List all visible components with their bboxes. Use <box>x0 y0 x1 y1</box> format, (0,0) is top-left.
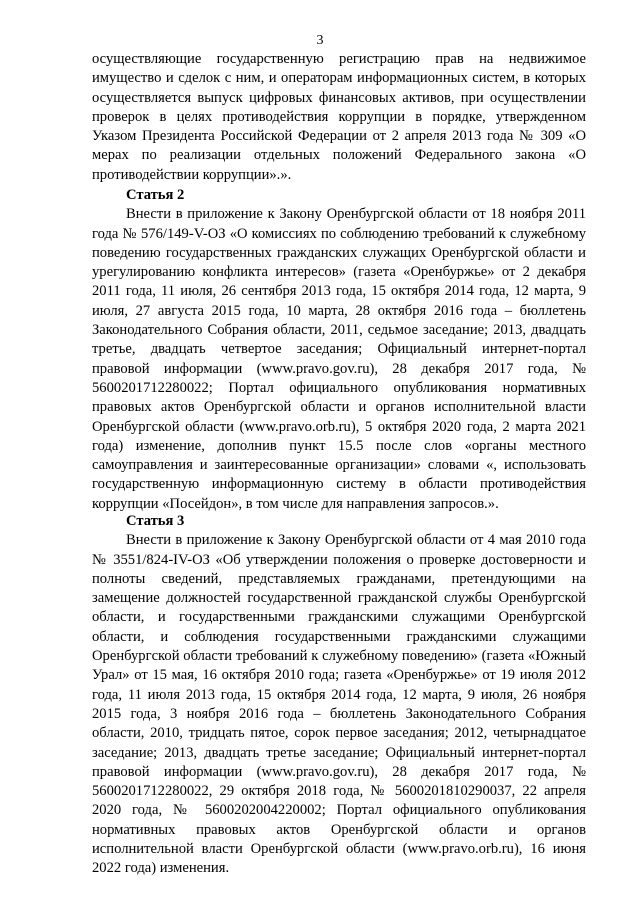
page-number: 3 <box>316 33 324 48</box>
continuation-text: осуществляющие государственную регистрацию прав на недвижимое имущество и сделок с ним, и операторам информационных систем, в которых осуществляется выпуск цифровых финансовых активов, при осуществлении проверок в целях противодействия коррупции в порядке, утвержденном Указом Президента Российской Федерации от 2 апреля 2013 года № 309 «О мерах по реализации отдельных положений Федерального закона «О противодействии коррупции».». <box>92 51 586 183</box>
article-2-text: Внести в приложение к Закону Оренбургской области от 18 ноября 2011 года № 576/149-V-ОЗ «О комиссиях по соблюдению требований к служебному поведению государственных гражданских служащих Оренбургской области и урегулированию конфликта интересов» (газета «Оренбуржье» от 2 декабря 2011 года, 11 июля, 26 сентября 2013 года, 15 октября 2014 года, 12 марта, 9 июля, 27 августа 2015 года, 10 марта, 28 октября 2016 года – бюллетень Законодательного Собрания области, 2011, седьмое заседание; 2013, двадцать третье, двадцать четвертое заседания; Официальный интернет-портал правовой информации (www.pravo.gov.ru), 28 декабря 2017 года, № 5600201712280022; Портал официального опубликования нормативных правовых актов Оренбургской области и органов исполнительной власти Оренбургской области (www.pravo.orb.ru), 5 октября 2020 года, 2 марта 2021 года) изменение, дополнив пункт 15.5 после слов «органы местного самоуправления и заинтересованные организации» словами «, использовать государственную информационную систему в области противодействия коррупции «Посейдон», в том числе для направления запросов.». <box>92 206 586 512</box>
article-3-heading: Статья 3 <box>126 513 185 529</box>
article-2 <box>92 186 586 514</box>
article-3 <box>92 512 586 879</box>
article-3-text: Внести в приложение к Закону Оренбургской области от 4 мая 2010 года № 3551/824-IV-ОЗ «Об утверждении положения о проверке достоверности и полноты сведений, представляемых гражданами, претендующими на замещение должностей государственной гражданской службы Оренбургской области, и государственными гражданскими служащими Оренбургской области, и соблюдения государственными гражданскими служащими Оренбургской области требований к служебному поведению» (газета «Южный Урал» от 15 мая, 16 октября 2010 года; газета «Оренбуржье» от 19 июля 2012 года, 11 июля 2013 года, 15 октября 2014 года, 12 марта, 9 июля, 26 ноября 2015 года, 3 ноября 2016 года – бюллетень Законодательного Собрания области, 2010, тридцать пятое, сорок первое заседания; 2012, четырнадцатое заседание; 2013, двадцать третье заседание; Официальный интернет-портал правовой информации (www.pravo.gov.ru), 28 декабря 2017 года, № 5600201712280022, 29 октября 2018 года, № 5600201810290037, 22 апреля 2020 года, № 5600202004220002; Портал официального опубликования нормативных правовых актов Оренбургской области и органов исполнительной власти Оренбургской области (www.pravo.orb.ru), 16 июня 2022 года) изменения. <box>92 532 586 877</box>
article-2-heading: Статья 2 <box>126 187 185 203</box>
continuation-paragraph <box>92 50 586 185</box>
